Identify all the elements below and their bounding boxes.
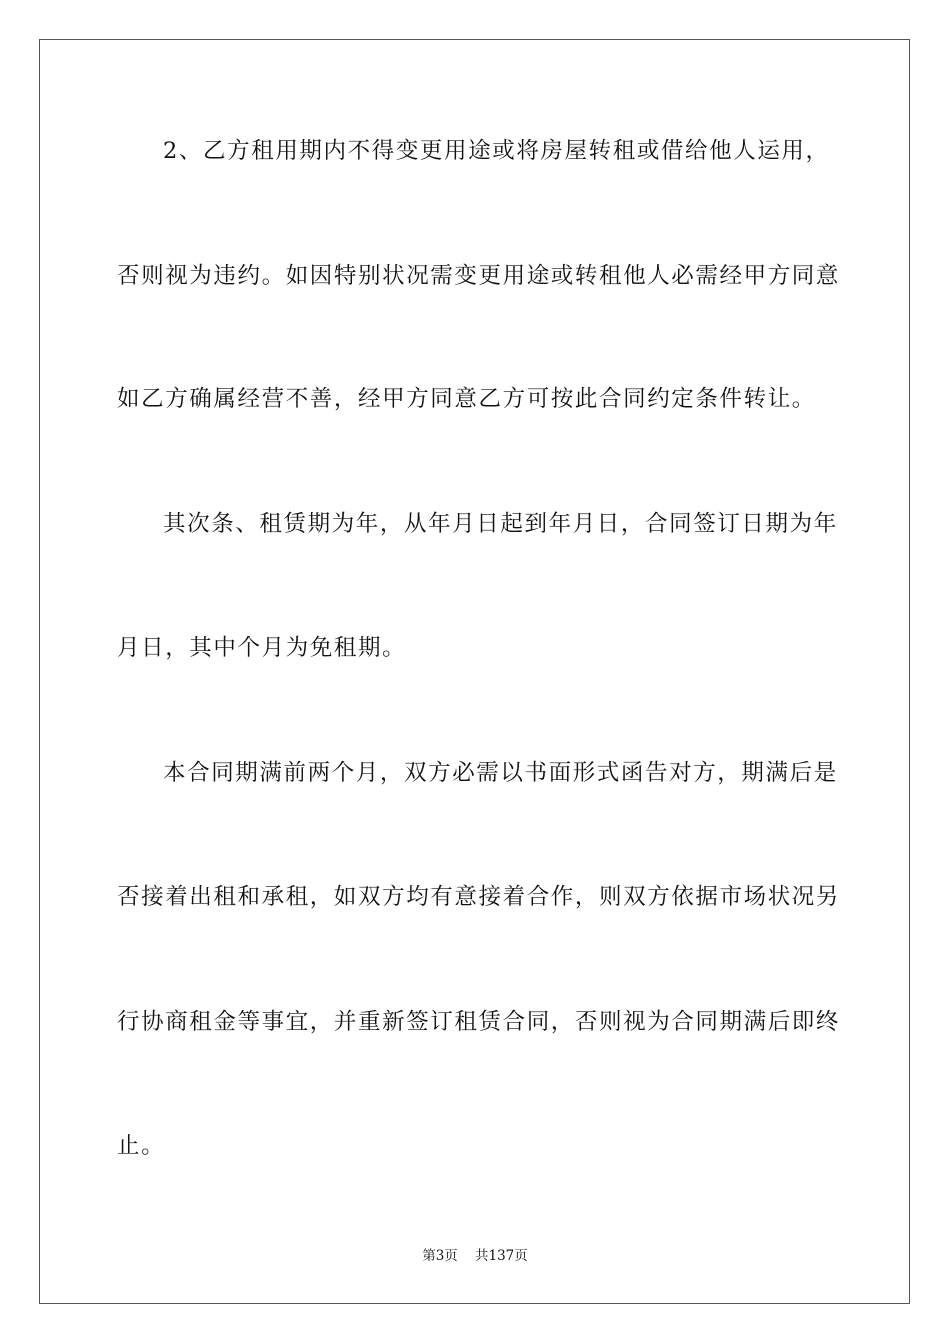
paragraph-line: 止。 [117, 1133, 166, 1159]
page-border [39, 39, 910, 1304]
paragraph-line: 2、乙方租用期内不得变更用途或将房屋转租或借给他人运用， [163, 138, 830, 164]
paragraph-line: 否接着出租和承租，如双方均有意接着合作，则双方依据市场状况另 [117, 884, 841, 910]
paragraph-line: 月日，其中个月为免租期。 [117, 635, 407, 661]
page-footer [0, 1247, 950, 1265]
paragraph-line: 否则视为违约。如因特别状况需变更用途或转租他人必需经甲方同意 [117, 263, 841, 289]
paragraph-line: 行协商租金等事宜，并重新签订租赁合同，否则视为合同期满后即终 [117, 1009, 841, 1035]
page-total: 共137页 [474, 1248, 528, 1264]
paragraph-line: 其次条、租赁期为年，从年月日起到年月日，合同签订日期为年 [163, 511, 838, 537]
page-number: 第3页 [422, 1248, 458, 1264]
paragraph-line: 如乙方确属经营不善，经甲方同意乙方可按此合同约定条件转让。 [117, 386, 816, 412]
paragraph-line: 本合同期满前两个月，双方必需以书面形式函告对方，期满后是 [163, 760, 838, 786]
